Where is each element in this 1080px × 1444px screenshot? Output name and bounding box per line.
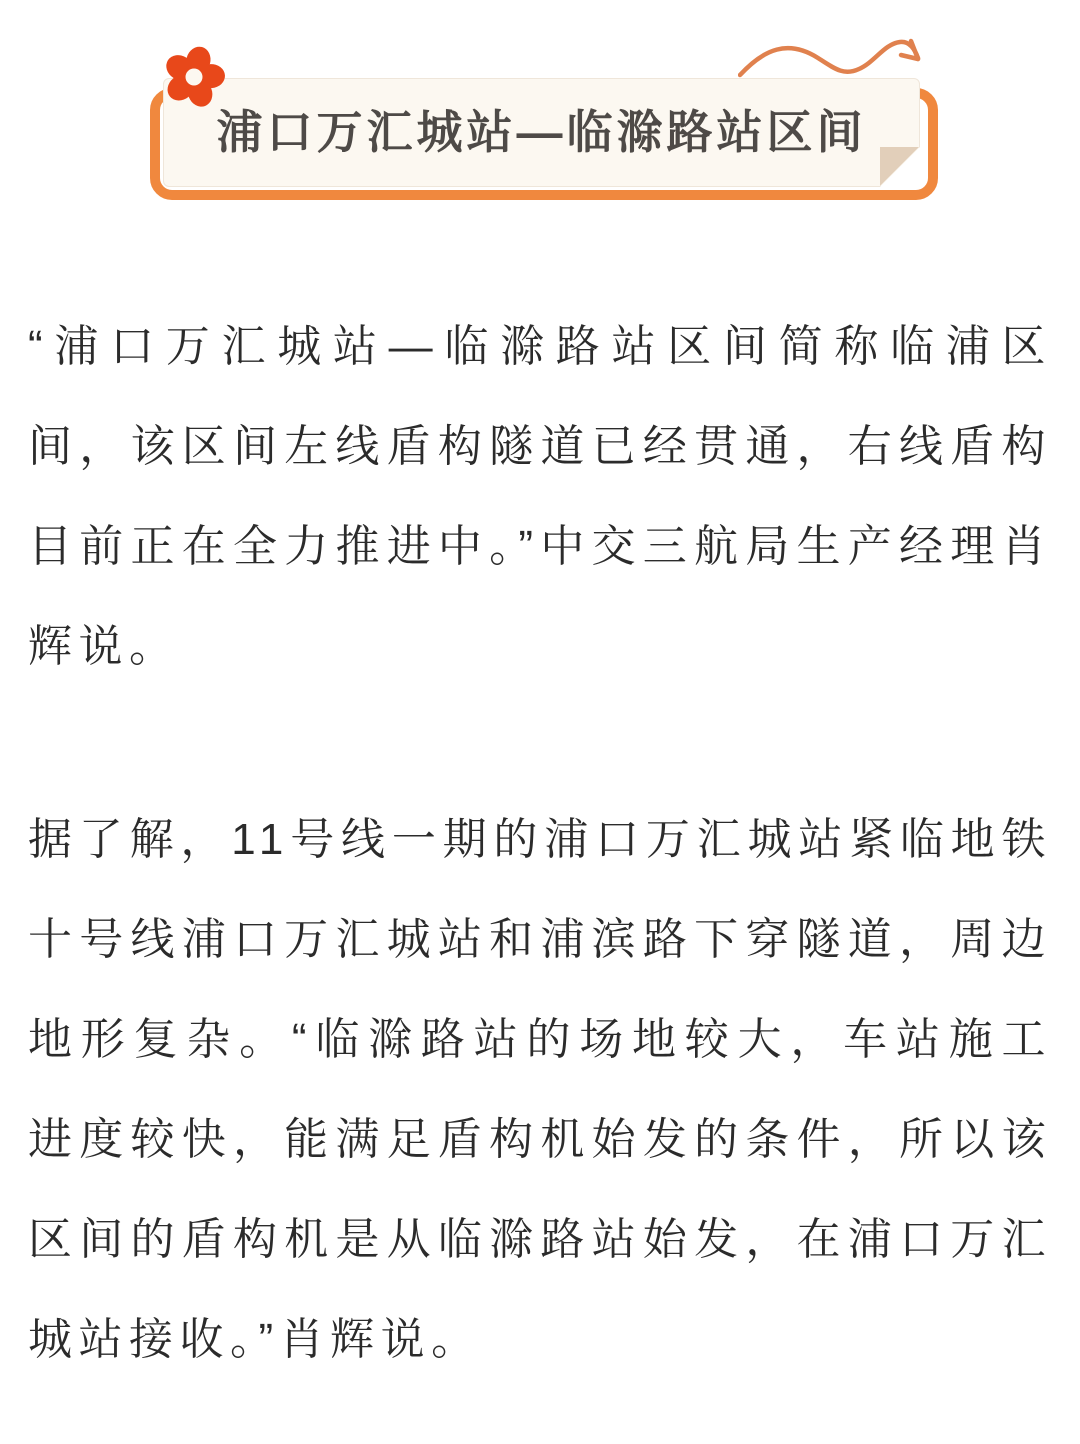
flower-icon — [162, 43, 226, 107]
article-body — [28, 297, 1052, 1390]
article-paragraph: 据了解，11号线一期的浦口万汇城站紧临地铁十号线浦口万汇城站和浦滨路下穿隧道，周边地形复杂。“临滁路站的场地较大，车站施工进度较快，能满足盾构机始发的条件，所以该区间的盾构机是从临滁路站始发，在浦口万汇城站接收。”肖辉说。 — [28, 815, 1052, 1364]
header-banner — [150, 45, 940, 200]
article-paragraph: “浦口万汇城站—临滁路站区间简称临浦区间，该区间左线盾构隧道已经贯通，右线盾构目前正在全力推进中。”中交三航局生产经理肖辉说。 — [28, 322, 1052, 671]
wavy-arrow-icon — [738, 33, 938, 81]
page-title: 浦口万汇城站—临滁路站区间 — [216, 106, 867, 158]
